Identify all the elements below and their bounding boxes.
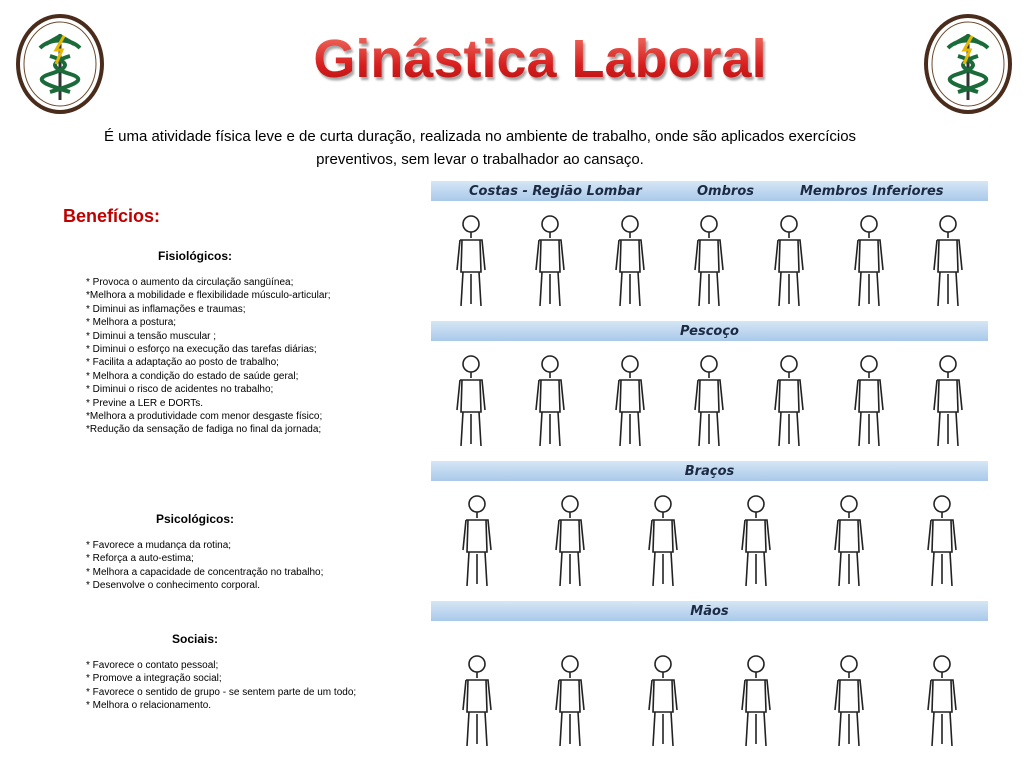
label-costas: Costas - Região Lombar bbox=[469, 183, 642, 199]
exercise-figure bbox=[545, 490, 595, 590]
figures-row-2 bbox=[431, 350, 988, 450]
sociais-heading: Sociais: bbox=[171, 632, 219, 646]
list-item: * Diminui as inflamações e traumas; bbox=[86, 303, 246, 315]
list-item: * Provoca o aumento da circulação sangüínea; bbox=[86, 277, 294, 288]
exercise-figure bbox=[844, 210, 894, 310]
exercise-figure bbox=[824, 490, 874, 590]
exercise-figure bbox=[545, 650, 595, 750]
exercise-figure bbox=[684, 350, 734, 450]
exercise-figure bbox=[764, 210, 814, 310]
caduceus-logo-right bbox=[924, 14, 1012, 114]
exercise-figure bbox=[638, 490, 688, 590]
list-item: * Diminui a tensão muscular ; bbox=[86, 330, 217, 342]
label-bracos: Braços bbox=[684, 463, 735, 479]
exercise-figure bbox=[917, 650, 967, 750]
exercise-figure bbox=[684, 210, 734, 310]
exercise-figure bbox=[731, 490, 781, 590]
exercise-figure bbox=[923, 210, 973, 310]
list-item: * Favorece a mudança da rotina; bbox=[86, 540, 232, 551]
list-item: * Facilita a adaptação ao posto de trabalho; bbox=[86, 357, 279, 369]
figures-row-4 bbox=[431, 640, 988, 750]
list-item: * Melhora a postura; bbox=[86, 317, 177, 329]
label-pescoco: Pescoço bbox=[679, 323, 739, 339]
exercise-figure bbox=[452, 490, 502, 590]
band-costas-ombros-membros bbox=[431, 181, 988, 201]
list-item: * Reforça a auto-estima; bbox=[86, 553, 194, 565]
exercise-figure bbox=[917, 490, 967, 590]
benefits-heading: Benefícios: bbox=[63, 206, 161, 226]
fisiologicos-heading: Fisiológicos: bbox=[157, 249, 232, 263]
exercise-figure bbox=[446, 350, 496, 450]
exercise-illustrations bbox=[431, 180, 988, 762]
figures-row-3 bbox=[431, 490, 988, 590]
psicologicos-heading: Psicológicos: bbox=[155, 512, 235, 526]
list-item: * Favorece o contato pessoal; bbox=[86, 660, 219, 671]
list-item: *Melhora a mobilidade e flexibilidade músculo-articular; bbox=[86, 290, 331, 302]
exercise-figure bbox=[731, 650, 781, 750]
exercise-figure bbox=[605, 210, 655, 310]
list-item: * Desenvolve o conhecimento corporal. bbox=[86, 580, 260, 592]
exercise-figure bbox=[605, 350, 655, 450]
figures-row-1 bbox=[431, 210, 988, 310]
list-item: *Melhora a produtividade com menor desgaste físico; bbox=[86, 411, 323, 423]
exercise-figure bbox=[638, 650, 688, 750]
exercise-figure bbox=[844, 350, 894, 450]
list-item: * Melhora a condição do estado de saúde geral; bbox=[86, 370, 299, 382]
label-ombros: Ombros bbox=[697, 183, 754, 199]
band-pescoco bbox=[431, 321, 988, 341]
list-item: * Promove a integração social; bbox=[86, 673, 222, 685]
exercise-figure bbox=[525, 210, 575, 310]
list-item: * Diminui o risco de acidentes no trabalho; bbox=[86, 384, 274, 396]
intro-text: É uma atividade física leve e de curta duração, realizada no ambiente de trabalho, onde são aplicados exercícios preventivos, sem levar o trabalhador ao cansaço. bbox=[103, 128, 857, 168]
caduceus-logo-left bbox=[16, 14, 104, 114]
label-maos: Mãos bbox=[690, 603, 729, 619]
exercise-figure bbox=[764, 350, 814, 450]
fisiologicos-list bbox=[86, 276, 358, 437]
exercise-figure bbox=[452, 650, 502, 750]
sociais-list bbox=[86, 659, 358, 713]
exercise-figure bbox=[446, 210, 496, 310]
list-item: * Previne a LER e DORTs. bbox=[86, 397, 204, 409]
page-title: Ginástica Laboral bbox=[280, 28, 800, 90]
exercise-figure bbox=[824, 650, 874, 750]
list-item: * Melhora a capacidade de concentração no trabalho; bbox=[86, 566, 324, 578]
exercise-figure bbox=[525, 350, 575, 450]
label-membros: Membros Inferiores bbox=[800, 183, 944, 199]
band-bracos bbox=[431, 461, 988, 481]
list-item: *Redução da sensação de fadiga no final da jornada; bbox=[86, 424, 322, 436]
exercise-figure bbox=[923, 350, 973, 450]
list-item: * Diminui o esforço na execução das tarefas diárias; bbox=[86, 344, 317, 356]
band-maos bbox=[431, 601, 988, 621]
psicologicos-list bbox=[86, 539, 358, 593]
list-item: * Favorece o sentido de grupo - se sentem parte de um todo; bbox=[86, 686, 357, 698]
list-item: * Melhora o relacionamento. bbox=[86, 700, 212, 712]
